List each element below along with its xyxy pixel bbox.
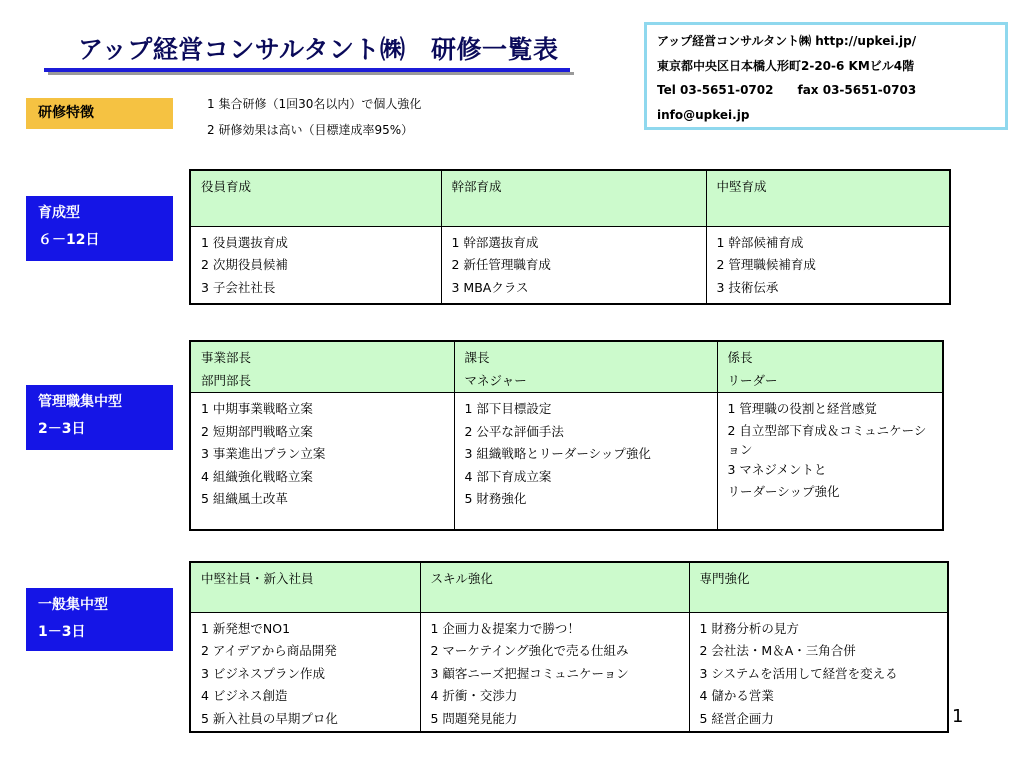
contact-phone-fax: Tel 03-5651-0702 fax 03-5651-0703 xyxy=(657,83,917,97)
course-item: 1 幹部候補育成 xyxy=(716,234,804,250)
course-item: 1 管理職の役割と経営感覚 xyxy=(727,401,877,416)
column-header: スキル強化 xyxy=(420,562,689,612)
title-underline-shadow xyxy=(48,72,574,75)
course-item: 5 新入社員の早期プロ化 xyxy=(201,710,338,726)
contact-address: 東京都中央区日本橋人形町2-20-6 KMビル4階 xyxy=(657,58,915,73)
table-header-row xyxy=(190,562,948,612)
column-header: 課長 マネジャー xyxy=(454,341,717,393)
column-header: 役員育成 xyxy=(190,170,441,226)
course-item: 3 顧客ニーズ把握コミュニケーョン xyxy=(430,665,629,681)
course-item: 4 折衝・交渉力 xyxy=(430,688,518,703)
features-list xyxy=(207,93,421,145)
course-item: 2 マーケテイング強化で売る仕組み xyxy=(430,643,629,658)
course-item: 1 役員選抜育成 xyxy=(201,234,288,250)
category-label-development xyxy=(26,196,173,261)
course-list xyxy=(420,612,689,732)
course-item: リーダーシップ強化 xyxy=(727,484,840,499)
course-item: 4 部下育成立案 xyxy=(464,468,552,484)
category-duration: 1－3日 xyxy=(38,624,86,640)
table-header-row xyxy=(190,341,943,393)
course-list xyxy=(190,612,420,732)
course-item: 5 組織風土改革 xyxy=(201,491,288,506)
course-item: 3 技術伝承 xyxy=(716,279,779,295)
course-item: 3 MBAクラス xyxy=(451,279,529,295)
title-underline xyxy=(44,68,570,72)
training-table-management xyxy=(189,340,944,531)
training-table-general xyxy=(189,561,949,733)
column-header: 専門強化 xyxy=(689,562,948,612)
course-item: 2 新任管理職育成 xyxy=(451,257,551,272)
column-header: 中堅社員・新入社員 xyxy=(190,562,420,612)
category-duration: ６－12日 xyxy=(38,232,100,248)
course-list xyxy=(454,393,717,530)
course-list xyxy=(441,226,706,304)
course-item: 3 ビジネスプラン作成 xyxy=(201,665,326,681)
course-item: 3 マネジメントと xyxy=(727,461,827,477)
category-name: 一般集中型 xyxy=(38,597,108,613)
column-header: 係長 リーダー xyxy=(717,341,943,393)
course-list xyxy=(190,393,454,530)
course-list xyxy=(717,393,943,530)
course-item: 1 幹部選抜育成 xyxy=(451,234,539,250)
course-list xyxy=(689,612,948,732)
table-row xyxy=(190,393,943,530)
contact-email: info@upkei.jp xyxy=(657,107,750,122)
page-title: アップ経営コンサルタント㈱ 研修一覧表 xyxy=(78,35,559,64)
contact-company-url: アップ経営コンサルタント㈱ http://upkei.jp/ xyxy=(657,34,917,48)
course-item: 3 システムを活用して経営を変える xyxy=(699,665,898,681)
course-item: 1 中期事業戦略立案 xyxy=(201,401,313,416)
course-item: 2 アイデアから商品開発 xyxy=(201,643,337,658)
features-label: 研修特徴 xyxy=(26,98,173,129)
course-item: 5 問題発見能力 xyxy=(430,710,518,726)
course-item: 3 子会社社長 xyxy=(201,279,276,295)
contact-box xyxy=(644,22,1008,130)
course-item: 5 経営企画力 xyxy=(699,710,774,726)
course-item: 2 公平な評価手法 xyxy=(464,423,564,439)
course-item: 5 財務強化 xyxy=(464,491,527,506)
category-duration: 2－3日 xyxy=(38,421,86,437)
category-name: 管理職集中型 xyxy=(38,394,122,410)
course-item: 1 企画力＆提案力で勝つ！ xyxy=(430,620,580,636)
course-item: 4 ビジネス創造 xyxy=(201,688,288,703)
course-item: 2 短期部門戦略立案 xyxy=(201,423,313,439)
category-label-general xyxy=(26,588,173,651)
table-header-row xyxy=(190,170,950,226)
course-item: 4 組織強化戦略立案 xyxy=(201,468,313,484)
course-item: 3 事業進出プラン立案 xyxy=(201,446,326,461)
column-header: 幹部育成 xyxy=(441,170,706,226)
column-header: 中堅育成 xyxy=(706,170,950,226)
course-item: 2 次期役員候補 xyxy=(201,257,288,272)
course-list xyxy=(190,226,441,304)
table-row xyxy=(190,226,950,304)
training-table-development xyxy=(189,169,951,305)
course-item: 2 自立型部下育成＆コミュニケーション xyxy=(727,422,927,457)
course-item: 2 会社法・M＆A・三角合併 xyxy=(699,643,856,658)
category-name: 育成型 xyxy=(38,205,80,221)
column-header: 事業部長 部門部長 xyxy=(190,341,454,393)
category-label-management xyxy=(26,385,173,450)
feature-item: 1 集合研修（1回30名以内）で個人強化 xyxy=(207,97,422,111)
course-item: 1 財務分析の見方 xyxy=(699,620,799,636)
course-item: 3 組織戦略とリーダーシップ強化 xyxy=(464,446,651,461)
course-item: 4 儲かる営業 xyxy=(699,688,774,703)
page-number: 1 xyxy=(952,706,964,727)
course-item: 1 部下目標設定 xyxy=(464,401,552,416)
course-list xyxy=(706,226,950,304)
course-item: 1 新発想でNO1 xyxy=(201,620,291,636)
course-item: 2 管理職候補育成 xyxy=(716,257,816,272)
table-row xyxy=(190,612,948,732)
feature-item: 2 研修効果は高い（目標達成率95%） xyxy=(207,123,414,137)
